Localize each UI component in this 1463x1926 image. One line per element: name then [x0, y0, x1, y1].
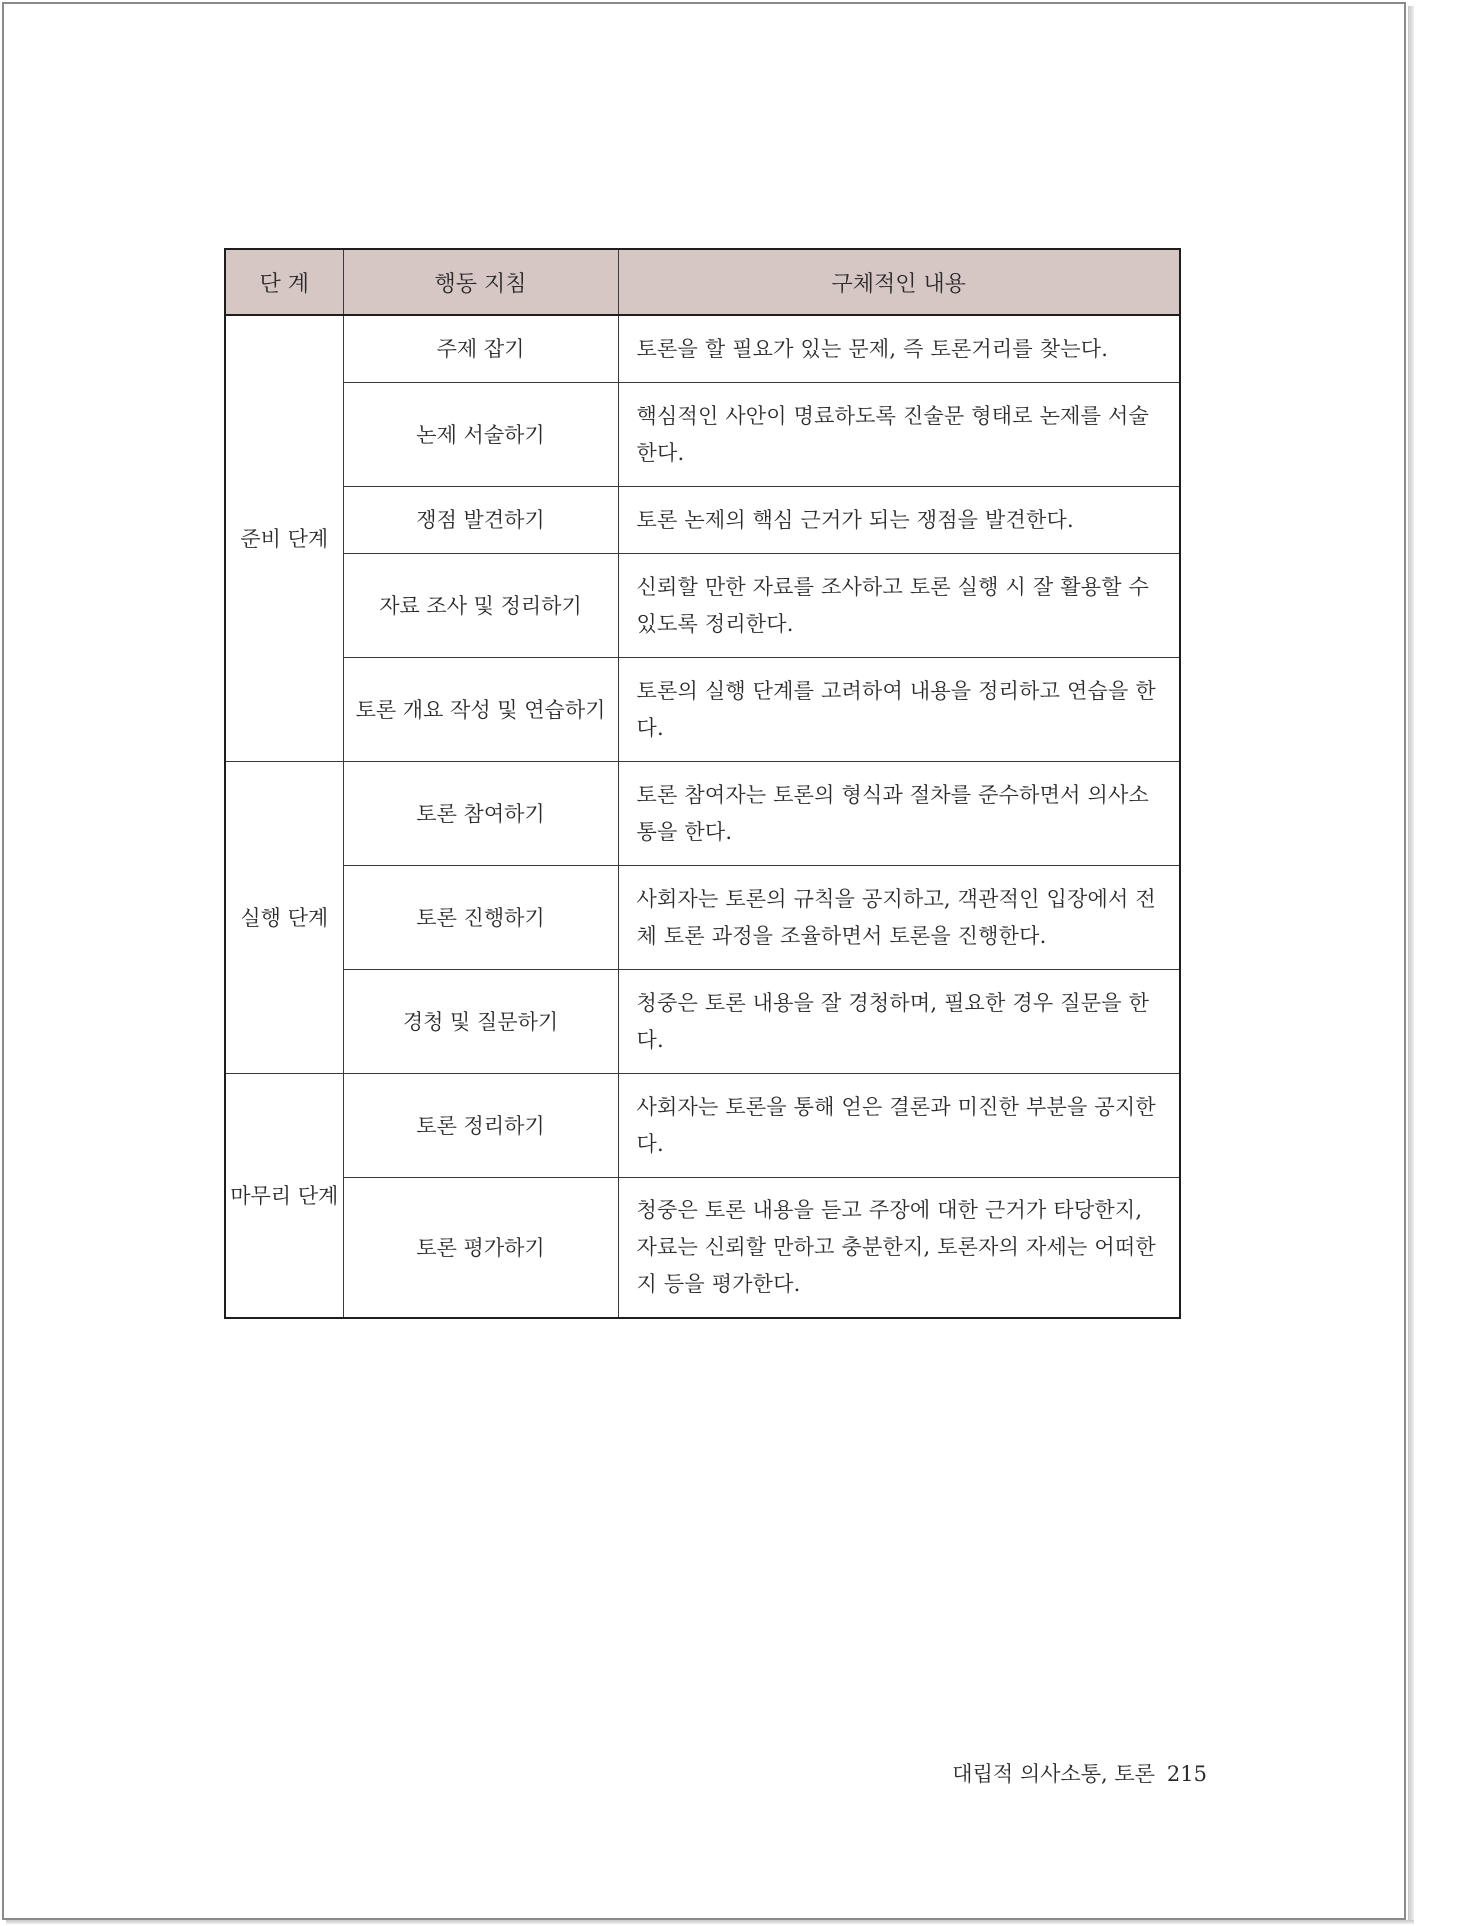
table-header-row — [225, 249, 1180, 315]
header-stage: 단 계 — [225, 249, 343, 315]
action-cell: 토론 개요 작성 및 연습하기 — [343, 658, 618, 762]
table-row — [225, 658, 1180, 762]
header-detail: 구체적인 내용 — [618, 249, 1180, 315]
table-row — [225, 866, 1180, 970]
action-cell: 자료 조사 및 정리하기 — [343, 554, 618, 658]
detail-cell: 청중은 토론 내용을 잘 경청하며, 필요한 경우 질문을 한다. — [618, 970, 1180, 1074]
header-action: 행동 지침 — [343, 249, 618, 315]
detail-cell: 사회자는 토론을 통해 얻은 결론과 미진한 부분을 공지한다. — [618, 1074, 1180, 1178]
detail-cell: 토론 참여자는 토론의 형식과 절차를 준수하면서 의사소통을 한다. — [618, 762, 1180, 866]
detail-cell: 신뢰할 만한 자료를 조사하고 토론 실행 시 잘 활용할 수 있도록 정리한다. — [618, 554, 1180, 658]
action-cell: 주제 잡기 — [343, 315, 618, 383]
action-cell: 토론 진행하기 — [343, 866, 618, 970]
action-cell: 경청 및 질문하기 — [343, 970, 618, 1074]
page-bottom-shadow — [6, 1920, 1414, 1924]
stage-execution: 실행 단계 — [225, 762, 343, 1074]
detail-cell: 토론 논제의 핵심 근거가 되는 쟁점을 발견한다. — [618, 487, 1180, 554]
detail-cell: 토론의 실행 단계를 고려하여 내용을 정리하고 연습을 한다. — [618, 658, 1180, 762]
action-cell: 토론 정리하기 — [343, 1074, 618, 1178]
debate-guideline-table — [224, 248, 1181, 1319]
page-footer — [952, 1758, 1207, 1788]
detail-cell: 핵심적인 사안이 명료하도록 진술문 형태로 논제를 서술한다. — [618, 383, 1180, 487]
table-row — [225, 970, 1180, 1074]
detail-cell: 사회자는 토론의 규칙을 공지하고, 객관적인 입장에서 전체 토론 과정을 조율하면서 토론을 진행한다. — [618, 866, 1180, 970]
table-row — [225, 1178, 1180, 1319]
page-edge-shadow — [1408, 6, 1414, 1922]
action-cell: 쟁점 발견하기 — [343, 487, 618, 554]
running-title: 대립적 의사소통, 토론 — [952, 1762, 1155, 1786]
table-row — [225, 487, 1180, 554]
page-number: 215 — [1166, 1762, 1207, 1786]
detail-cell: 토론을 할 필요가 있는 문제, 즉 토론거리를 찾는다. — [618, 315, 1180, 383]
detail-cell: 청중은 토론 내용을 듣고 주장에 대한 근거가 타당한지, 자료는 신뢰할 만하고 충분한지, 토론자의 자세는 어떠한지 등을 평가한다. — [618, 1178, 1180, 1319]
action-cell: 토론 평가하기 — [343, 1178, 618, 1319]
table-row — [225, 383, 1180, 487]
action-cell: 토론 참여하기 — [343, 762, 618, 866]
table-row — [225, 1074, 1180, 1178]
table-row — [225, 554, 1180, 658]
table-row — [225, 315, 1180, 383]
stage-closing: 마무리 단계 — [225, 1074, 343, 1319]
action-cell: 논제 서술하기 — [343, 383, 618, 487]
stage-preparation: 준비 단계 — [225, 315, 343, 762]
table-row — [225, 762, 1180, 866]
